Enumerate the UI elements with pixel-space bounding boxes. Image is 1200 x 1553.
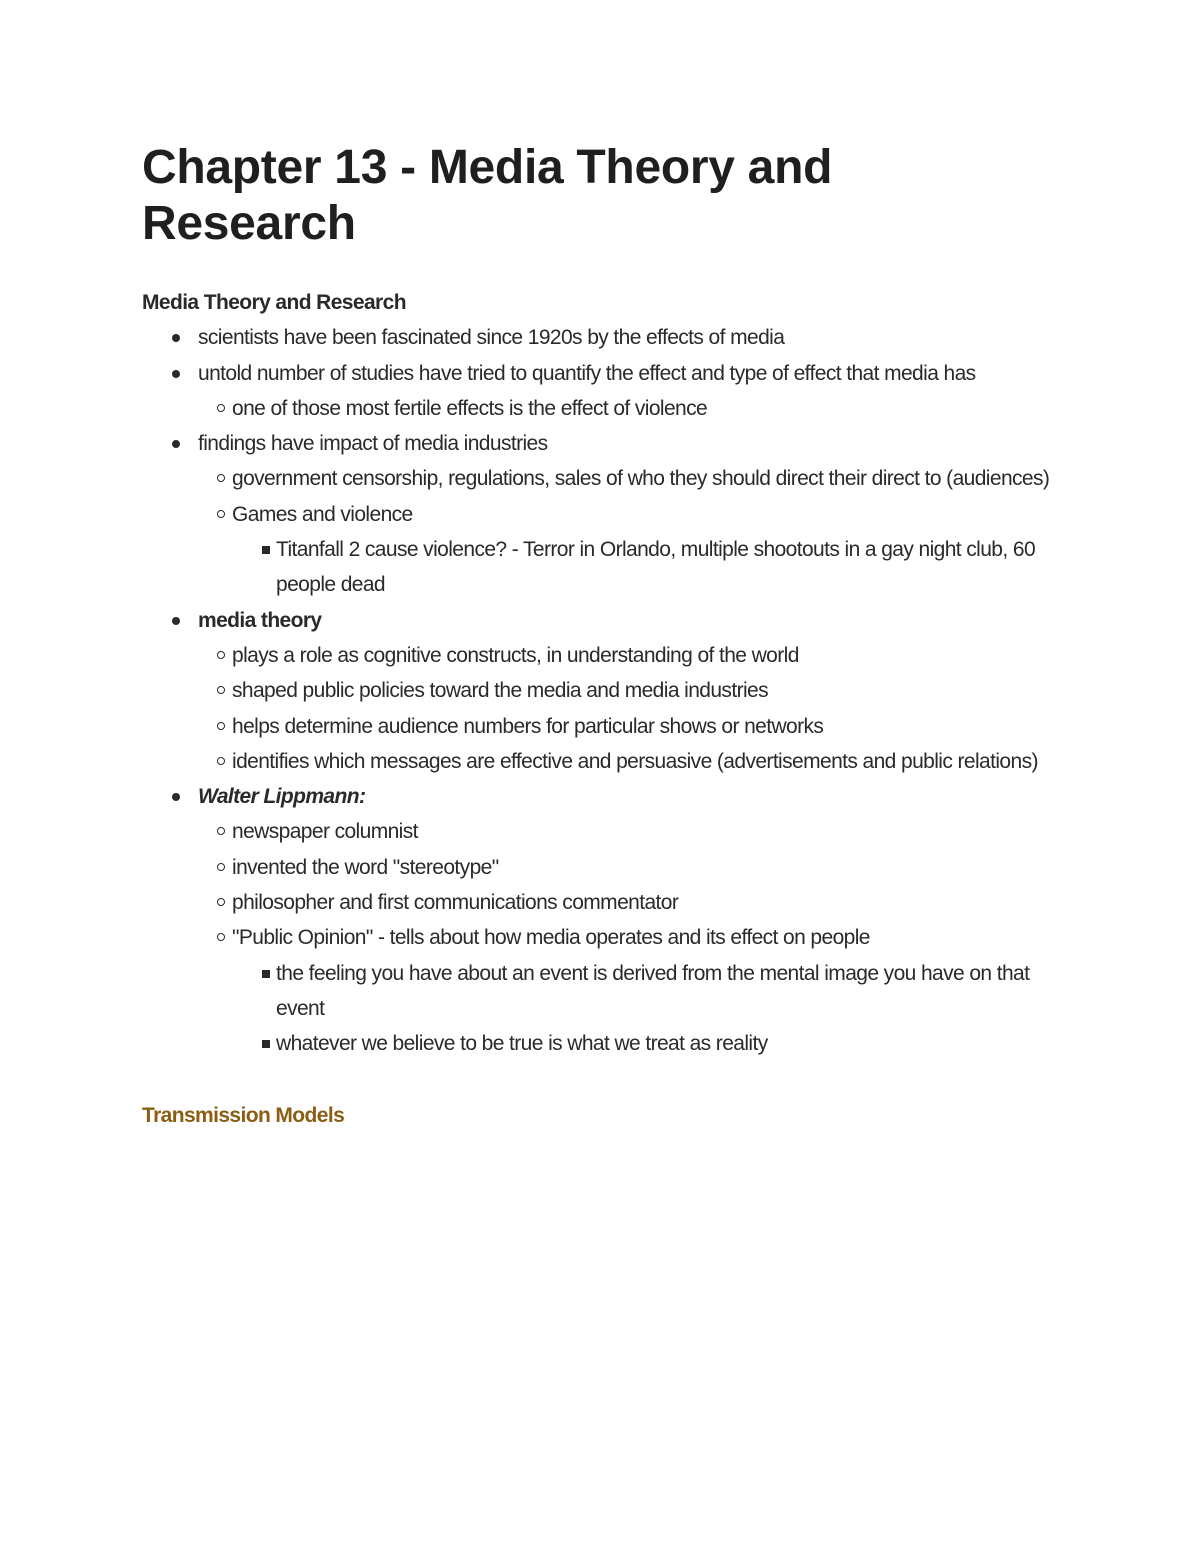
sub-list <box>187 391 1057 426</box>
sub-sub-list <box>231 532 1057 603</box>
circle-bullet-icon <box>217 863 225 871</box>
list-item <box>142 320 1057 355</box>
sub-list <box>187 638 1057 779</box>
list-item <box>187 814 1057 849</box>
list-item <box>187 673 1057 708</box>
circle-bullet-icon <box>217 510 225 518</box>
list-item <box>142 356 1057 427</box>
list-item <box>187 497 1057 603</box>
list-item-text: Walter Lippmann: <box>198 785 366 809</box>
list-item-text: philosopher and first communications commentator <box>232 891 679 915</box>
list-item-text: media theory <box>198 608 322 632</box>
circle-bullet-icon <box>217 827 225 835</box>
list-item-text: identifies which messages are effective and persuasive (advertisements and public relations) <box>232 749 1038 773</box>
sub-sub-list <box>231 956 1057 1062</box>
list-item-text: "Public Opinion" - tells about how media operates and its effect on people <box>232 926 870 950</box>
circle-bullet-icon <box>217 898 225 906</box>
list-item-text: newspaper columnist <box>232 820 418 844</box>
list-item-text: Games and violence <box>232 502 413 526</box>
bullet-icon <box>172 793 180 801</box>
list-item <box>187 461 1057 496</box>
circle-bullet-icon <box>217 404 225 412</box>
list-item <box>187 744 1057 779</box>
list-item-text: invented the word "stereotype" <box>232 855 499 879</box>
list-item-text: scientists have been fascinated since 1920s by the effects of media <box>198 326 785 350</box>
list-item-text: the feeling you have about an event is derived from the mental image you have on that event <box>276 961 1030 1020</box>
circle-bullet-icon <box>217 686 225 694</box>
circle-bullet-icon <box>217 757 225 765</box>
list-item <box>187 885 1057 920</box>
square-bullet-icon <box>262 546 270 554</box>
list-item-text: whatever we believe to be true is what we treat as reality <box>276 1032 768 1056</box>
next-section-heading: Transmission Models <box>142 1103 345 1127</box>
list-item-text: helps determine audience numbers for particular shows or networks <box>232 714 824 738</box>
list-item-text: plays a role as cognitive constructs, in understanding of the world <box>232 643 799 667</box>
bullet-list <box>142 320 1057 1061</box>
list-item <box>142 426 1057 602</box>
circle-bullet-icon <box>217 651 225 659</box>
document-page <box>142 140 1057 1133</box>
bullet-icon <box>172 440 180 448</box>
circle-bullet-icon <box>217 722 225 730</box>
list-item <box>142 603 1057 779</box>
list-item <box>187 850 1057 885</box>
square-bullet-icon <box>262 970 270 978</box>
circle-bullet-icon <box>217 933 225 941</box>
list-item <box>187 709 1057 744</box>
list-item-text: findings have impact of media industries <box>198 432 548 456</box>
sub-list <box>187 814 1057 1061</box>
bullet-icon <box>172 370 180 378</box>
list-item-text: one of those most fertile effects is the effect of violence <box>232 396 708 420</box>
list-item-text: untold number of studies have tried to quantify the effect and type of effect that media has <box>198 361 976 385</box>
list-item <box>231 956 1057 1027</box>
list-item <box>187 920 1057 1061</box>
list-item-text: Titanfall 2 cause violence? - Terror in Orlando, multiple shootouts in a gay night club, 60 people dead <box>276 538 1036 597</box>
list-item <box>187 638 1057 673</box>
section-heading: Media Theory and Research <box>142 291 406 314</box>
list-item <box>142 779 1057 1061</box>
sub-list <box>187 461 1057 602</box>
page-title: Chapter 13 - Media Theory and Research <box>142 141 833 250</box>
list-item <box>187 391 1057 426</box>
bullet-icon <box>172 617 180 625</box>
list-item <box>231 532 1057 603</box>
square-bullet-icon <box>262 1040 270 1048</box>
list-item-text: shaped public policies toward the media and media industries <box>232 679 769 703</box>
list-item <box>231 1026 1057 1061</box>
bullet-icon <box>172 334 180 342</box>
list-item-text: government censorship, regulations, sales of who they should direct their direct to (audiences) <box>232 467 1050 491</box>
circle-bullet-icon <box>217 474 225 482</box>
